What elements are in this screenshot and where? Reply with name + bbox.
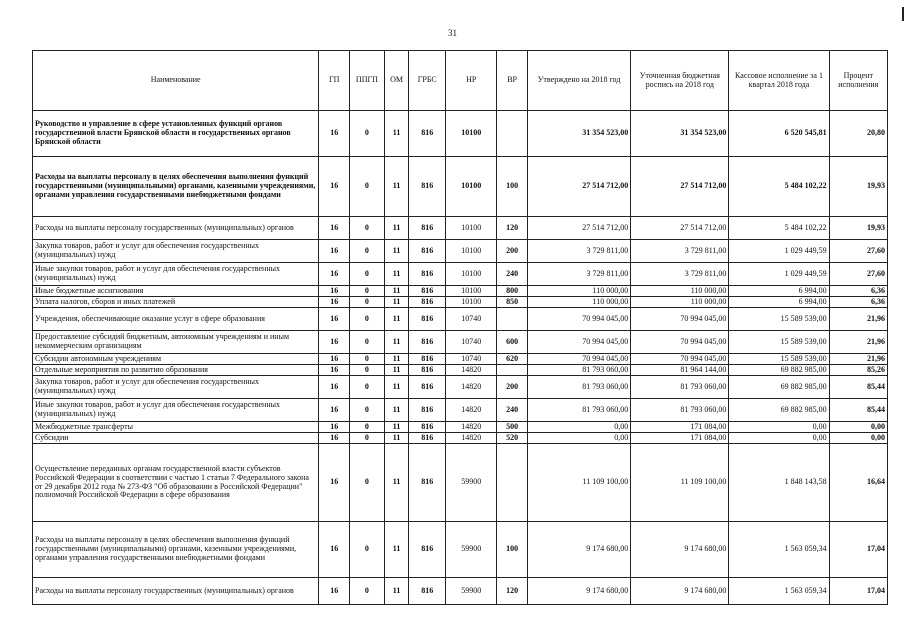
cell-grbs: 816 xyxy=(409,297,446,308)
cell-ppgp: 0 xyxy=(350,433,385,444)
cell-pct: 6,36 xyxy=(829,297,887,308)
cell-nr: 59900 xyxy=(446,578,497,605)
cell-cash: 15 589 539,00 xyxy=(729,354,829,365)
cell-cash: 0,00 xyxy=(729,422,829,433)
cell-grbs: 816 xyxy=(409,365,446,376)
cell-refined: 27 514 712,00 xyxy=(631,217,729,240)
cell-pct: 27,60 xyxy=(829,240,887,263)
cell-cash: 15 589 539,00 xyxy=(729,308,829,331)
cell-pct: 17,04 xyxy=(829,578,887,605)
cell-pct: 20,80 xyxy=(829,111,887,157)
cell-vr xyxy=(497,365,528,376)
cell-name: Расходы на выплаты персоналу государственных (муниципальных) органов xyxy=(33,217,319,240)
cell-refined: 110 000,00 xyxy=(631,297,729,308)
cell-approved: 11 109 100,00 xyxy=(527,444,630,522)
cell-gp: 16 xyxy=(319,308,350,331)
cell-grbs: 816 xyxy=(409,433,446,444)
column-header: Кассовое исполнение за 1 квартал 2018 года xyxy=(729,51,829,111)
cell-gp: 16 xyxy=(319,433,350,444)
column-header: НР xyxy=(446,51,497,111)
cell-grbs: 816 xyxy=(409,263,446,286)
cell-nr: 10100 xyxy=(446,286,497,297)
cell-approved: 27 514 712,00 xyxy=(527,217,630,240)
cell-gp: 16 xyxy=(319,297,350,308)
cell-cash: 0,00 xyxy=(729,433,829,444)
cell-grbs: 816 xyxy=(409,444,446,522)
table-row xyxy=(33,240,888,263)
cell-vr: 240 xyxy=(497,263,528,286)
cell-refined: 171 084,00 xyxy=(631,433,729,444)
cell-approved: 70 994 045,00 xyxy=(527,331,630,354)
cell-nr: 10100 xyxy=(446,157,497,217)
cell-vr: 100 xyxy=(497,157,528,217)
cell-gp: 16 xyxy=(319,157,350,217)
cell-vr xyxy=(497,308,528,331)
cell-nr: 14820 xyxy=(446,399,497,422)
cell-vr: 120 xyxy=(497,217,528,240)
cell-ppgp: 0 xyxy=(350,217,385,240)
table-row xyxy=(33,354,888,365)
cell-cash: 69 882 985,00 xyxy=(729,376,829,399)
cell-grbs: 816 xyxy=(409,308,446,331)
cell-grbs: 816 xyxy=(409,331,446,354)
cell-grbs: 816 xyxy=(409,376,446,399)
cell-gp: 16 xyxy=(319,376,350,399)
column-header: Уточненная бюджетная роспись на 2018 год xyxy=(631,51,729,111)
cell-pct: 17,04 xyxy=(829,522,887,578)
cell-om: 11 xyxy=(384,444,409,522)
column-header: Наименование xyxy=(33,51,319,111)
cell-vr: 850 xyxy=(497,297,528,308)
cell-om: 11 xyxy=(384,376,409,399)
cell-refined: 3 729 811,00 xyxy=(631,263,729,286)
cell-om: 11 xyxy=(384,111,409,157)
cell-name: Предоставление субсидий бюджетным, автономным учреждениям и иным некоммерческим организациям xyxy=(33,331,319,354)
cell-vr xyxy=(497,444,528,522)
table-row xyxy=(33,444,888,522)
cell-refined: 3 729 811,00 xyxy=(631,240,729,263)
cell-ppgp: 0 xyxy=(350,331,385,354)
cell-nr: 10740 xyxy=(446,331,497,354)
cell-name: Закупка товаров, работ и услуг для обеспечения государственных (муниципальных) нужд xyxy=(33,240,319,263)
cell-vr: 500 xyxy=(497,422,528,433)
column-header: ОМ xyxy=(384,51,409,111)
cell-approved: 27 514 712,00 xyxy=(527,157,630,217)
cell-ppgp: 0 xyxy=(350,240,385,263)
budget-table xyxy=(32,50,888,605)
cell-pct: 16,64 xyxy=(829,444,887,522)
cell-cash: 1 848 143,58 xyxy=(729,444,829,522)
cell-nr: 14820 xyxy=(446,433,497,444)
cell-om: 11 xyxy=(384,297,409,308)
cell-approved: 81 793 060,00 xyxy=(527,365,630,376)
cell-ppgp: 0 xyxy=(350,376,385,399)
cell-vr: 240 xyxy=(497,399,528,422)
cell-name: Руководство и управление в сфере установленных функций органов государственной власти Брянской области и государственных органов Брянской области xyxy=(33,111,319,157)
cell-nr: 59900 xyxy=(446,522,497,578)
cell-gp: 16 xyxy=(319,354,350,365)
cell-name: Отдельные мероприятия по развитию образования xyxy=(33,365,319,376)
cell-om: 11 xyxy=(384,240,409,263)
cell-nr: 10100 xyxy=(446,111,497,157)
cell-om: 11 xyxy=(384,308,409,331)
cell-name: Иные бюджетные ассигнования xyxy=(33,286,319,297)
cell-vr: 800 xyxy=(497,286,528,297)
cell-approved: 31 354 523,00 xyxy=(527,111,630,157)
cell-vr: 520 xyxy=(497,433,528,444)
cell-name: Субсидии xyxy=(33,433,319,444)
cell-cash: 69 882 985,00 xyxy=(729,399,829,422)
table-row xyxy=(33,365,888,376)
cell-nr: 10740 xyxy=(446,354,497,365)
cell-om: 11 xyxy=(384,522,409,578)
cell-name: Расходы на выплаты персоналу в целях обеспечения выполнения функций государственными (муниципальными) органами, казенными учреждениями, органами управления государственными внебюджетными фондами xyxy=(33,522,319,578)
cell-refined: 81 964 144,00 xyxy=(631,365,729,376)
cell-gp: 16 xyxy=(319,286,350,297)
table-row xyxy=(33,286,888,297)
cell-pct: 0,00 xyxy=(829,422,887,433)
cell-refined: 81 793 060,00 xyxy=(631,399,729,422)
cell-approved: 81 793 060,00 xyxy=(527,376,630,399)
column-header: ППГП xyxy=(350,51,385,111)
column-header: Процент исполнения xyxy=(829,51,887,111)
column-header: ГП xyxy=(319,51,350,111)
cell-cash: 1 029 449,59 xyxy=(729,263,829,286)
table-row xyxy=(33,331,888,354)
column-header: Утверждено на 2018 год xyxy=(527,51,630,111)
cell-ppgp: 0 xyxy=(350,444,385,522)
cell-approved: 0,00 xyxy=(527,433,630,444)
cell-nr: 59900 xyxy=(446,444,497,522)
cell-refined: 70 994 045,00 xyxy=(631,354,729,365)
cell-pct: 85,44 xyxy=(829,399,887,422)
cell-pct: 19,93 xyxy=(829,217,887,240)
cell-name: Межбюджетные трансферты xyxy=(33,422,319,433)
cell-grbs: 816 xyxy=(409,422,446,433)
cell-pct: 0,00 xyxy=(829,433,887,444)
cell-cash: 6 994,00 xyxy=(729,286,829,297)
table-row xyxy=(33,422,888,433)
cell-pct: 21,96 xyxy=(829,331,887,354)
cell-pct: 85,26 xyxy=(829,365,887,376)
cell-pct: 21,96 xyxy=(829,308,887,331)
cell-gp: 16 xyxy=(319,365,350,376)
table-row xyxy=(33,433,888,444)
cell-name: Учреждения, обеспечивающие оказание услуг в сфере образования xyxy=(33,308,319,331)
cell-nr: 14820 xyxy=(446,422,497,433)
table-row xyxy=(33,399,888,422)
cell-name: Расходы на выплаты персоналу в целях обеспечения выполнения функций государственными (муниципальными) органами, казенными учреждениями, органами управления государственными внебюджетными фондами xyxy=(33,157,319,217)
cell-gp: 16 xyxy=(319,399,350,422)
table-row xyxy=(33,376,888,399)
cell-om: 11 xyxy=(384,286,409,297)
cell-gp: 16 xyxy=(319,263,350,286)
cell-cash: 6 520 545,81 xyxy=(729,111,829,157)
cell-name: Иные закупки товаров, работ и услуг для обеспечения государственных (муниципальных) нужд xyxy=(33,263,319,286)
cell-gp: 16 xyxy=(319,522,350,578)
cell-gp: 16 xyxy=(319,578,350,605)
cell-ppgp: 0 xyxy=(350,263,385,286)
cell-vr: 200 xyxy=(497,376,528,399)
cell-grbs: 816 xyxy=(409,522,446,578)
cell-name: Иные закупки товаров, работ и услуг для обеспечения государственных (муниципальных) нужд xyxy=(33,399,319,422)
cell-gp: 16 xyxy=(319,111,350,157)
cell-gp: 16 xyxy=(319,444,350,522)
cell-grbs: 816 xyxy=(409,111,446,157)
cell-ppgp: 0 xyxy=(350,111,385,157)
cell-om: 11 xyxy=(384,217,409,240)
cell-grbs: 816 xyxy=(409,286,446,297)
cell-cash: 6 994,00 xyxy=(729,297,829,308)
cell-approved: 110 000,00 xyxy=(527,286,630,297)
cell-vr: 120 xyxy=(497,578,528,605)
column-header: ВР xyxy=(497,51,528,111)
cell-om: 11 xyxy=(384,354,409,365)
cell-name: Субсидии автономным учреждениям xyxy=(33,354,319,365)
cell-approved: 9 174 680,00 xyxy=(527,578,630,605)
cell-nr: 10100 xyxy=(446,297,497,308)
cell-approved: 81 793 060,00 xyxy=(527,399,630,422)
cell-refined: 70 994 045,00 xyxy=(631,308,729,331)
cell-ppgp: 0 xyxy=(350,157,385,217)
cell-refined: 171 084,00 xyxy=(631,422,729,433)
cell-nr: 14820 xyxy=(446,376,497,399)
cell-gp: 16 xyxy=(319,217,350,240)
cell-om: 11 xyxy=(384,578,409,605)
cell-grbs: 816 xyxy=(409,217,446,240)
cell-approved: 70 994 045,00 xyxy=(527,308,630,331)
cell-approved: 9 174 680,00 xyxy=(527,522,630,578)
cell-pct: 21,96 xyxy=(829,354,887,365)
cell-om: 11 xyxy=(384,263,409,286)
cell-vr xyxy=(497,111,528,157)
cell-grbs: 816 xyxy=(409,157,446,217)
table-row xyxy=(33,522,888,578)
cell-cash: 69 882 985,00 xyxy=(729,365,829,376)
cell-ppgp: 0 xyxy=(350,422,385,433)
cell-refined: 110 000,00 xyxy=(631,286,729,297)
cell-cash: 1 563 059,34 xyxy=(729,522,829,578)
cell-name: Осуществление переданных органам государственной власти субъектов Российской Федерации в соответствии с частью 1 статьи 7 Федерального закона от 29 декабря 2012 года № 273-ФЗ "Об образовании в Российской Федерации" полномочий Российской Федерации в сфере образования xyxy=(33,444,319,522)
cell-ppgp: 0 xyxy=(350,286,385,297)
cell-gp: 16 xyxy=(319,240,350,263)
cell-gp: 16 xyxy=(319,422,350,433)
cell-refined: 70 994 045,00 xyxy=(631,331,729,354)
cell-vr: 620 xyxy=(497,354,528,365)
cell-refined: 11 109 100,00 xyxy=(631,444,729,522)
cell-ppgp: 0 xyxy=(350,365,385,376)
cell-name: Расходы на выплаты персоналу государственных (муниципальных) органов xyxy=(33,578,319,605)
column-header: ГРБС xyxy=(409,51,446,111)
margin-mark xyxy=(902,7,904,21)
cell-refined: 81 793 060,00 xyxy=(631,376,729,399)
cell-pct: 6,36 xyxy=(829,286,887,297)
cell-om: 11 xyxy=(384,365,409,376)
table-row xyxy=(33,578,888,605)
cell-vr: 100 xyxy=(497,522,528,578)
table-row xyxy=(33,111,888,157)
cell-grbs: 816 xyxy=(409,354,446,365)
cell-pct: 19,93 xyxy=(829,157,887,217)
cell-refined: 31 354 523,00 xyxy=(631,111,729,157)
cell-nr: 14820 xyxy=(446,365,497,376)
table-row xyxy=(33,217,888,240)
cell-ppgp: 0 xyxy=(350,399,385,422)
cell-nr: 10100 xyxy=(446,263,497,286)
table-row xyxy=(33,157,888,217)
cell-approved: 3 729 811,00 xyxy=(527,263,630,286)
cell-om: 11 xyxy=(384,433,409,444)
cell-nr: 10740 xyxy=(446,308,497,331)
cell-refined: 9 174 680,00 xyxy=(631,578,729,605)
cell-ppgp: 0 xyxy=(350,354,385,365)
cell-vr: 600 xyxy=(497,331,528,354)
cell-om: 11 xyxy=(384,399,409,422)
cell-om: 11 xyxy=(384,331,409,354)
cell-pct: 85,44 xyxy=(829,376,887,399)
table-row xyxy=(33,263,888,286)
cell-om: 11 xyxy=(384,157,409,217)
cell-pct: 27,60 xyxy=(829,263,887,286)
cell-approved: 0,00 xyxy=(527,422,630,433)
cell-cash: 1 029 449,59 xyxy=(729,240,829,263)
cell-ppgp: 0 xyxy=(350,308,385,331)
cell-approved: 110 000,00 xyxy=(527,297,630,308)
cell-approved: 70 994 045,00 xyxy=(527,354,630,365)
page-number: 31 xyxy=(448,28,457,38)
cell-nr: 10100 xyxy=(446,217,497,240)
table-row xyxy=(33,297,888,308)
cell-refined: 27 514 712,00 xyxy=(631,157,729,217)
cell-vr: 200 xyxy=(497,240,528,263)
cell-approved: 3 729 811,00 xyxy=(527,240,630,263)
cell-grbs: 816 xyxy=(409,578,446,605)
cell-name: Уплата налогов, сборов и иных платежей xyxy=(33,297,319,308)
cell-nr: 10100 xyxy=(446,240,497,263)
cell-gp: 16 xyxy=(319,331,350,354)
header-row xyxy=(33,51,888,111)
cell-name: Закупка товаров, работ и услуг для обеспечения государственных (муниципальных) нужд xyxy=(33,376,319,399)
cell-ppgp: 0 xyxy=(350,522,385,578)
table-row xyxy=(33,308,888,331)
cell-cash: 1 563 059,34 xyxy=(729,578,829,605)
cell-om: 11 xyxy=(384,422,409,433)
cell-grbs: 816 xyxy=(409,240,446,263)
cell-refined: 9 174 680,00 xyxy=(631,522,729,578)
cell-ppgp: 0 xyxy=(350,578,385,605)
cell-ppgp: 0 xyxy=(350,297,385,308)
cell-cash: 5 484 102,22 xyxy=(729,217,829,240)
cell-grbs: 816 xyxy=(409,399,446,422)
cell-cash: 15 589 539,00 xyxy=(729,331,829,354)
cell-cash: 5 484 102,22 xyxy=(729,157,829,217)
